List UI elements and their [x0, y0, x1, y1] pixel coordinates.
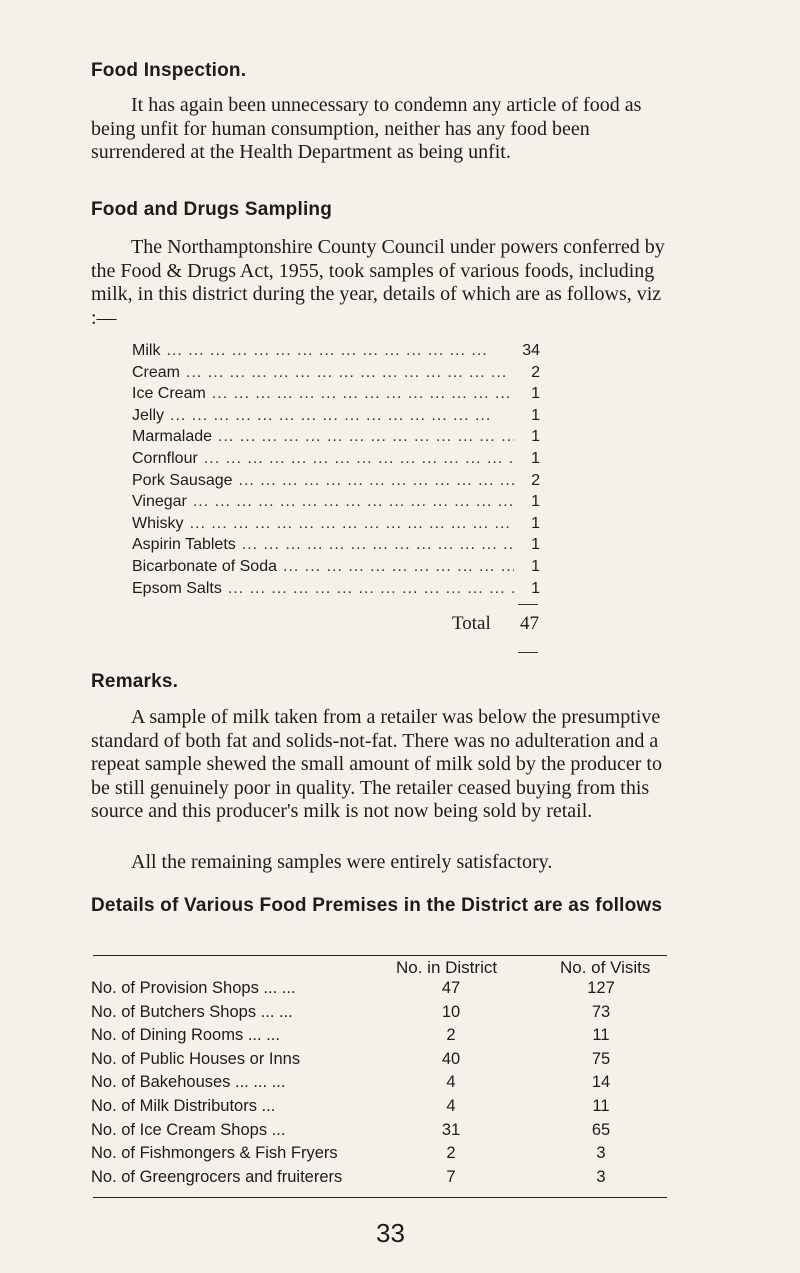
leader-dots — [198, 448, 514, 470]
table-row — [91, 1142, 671, 1166]
sample-item — [132, 383, 540, 405]
sample-count: 1 — [531, 536, 540, 554]
sampling-paragraph — [91, 236, 671, 330]
sample-count: 1 — [531, 428, 540, 446]
leader-dots — [180, 362, 514, 384]
sample-count: 1 — [531, 449, 540, 467]
district-count: 4 — [446, 1097, 456, 1115]
district-count: 2 — [446, 1026, 456, 1045]
visit-count: 3 — [596, 1144, 606, 1163]
sampling-heading: Food and Drugs Sampling — [91, 199, 333, 220]
premises-type: No. of Public Houses or Inns — [91, 1049, 301, 1068]
sample-name: Cornflour — [132, 449, 198, 467]
sample-item — [132, 426, 540, 448]
district-count: 31 — [441, 1120, 461, 1139]
sample-item — [132, 513, 540, 535]
remarks-text-1: A sample of milk taken from a retailer was below the presumptive standard of both fat and solids-not-fat. There was no adulteration and a repeat sample shewed the small amount of milk sold by the producer to be still genuinely poor in quality. The retailer ceased buying from this source and this producer's milk is not now being sold by retail. — [91, 706, 662, 822]
table-row — [91, 1119, 671, 1143]
leader-dots — [233, 470, 514, 492]
remarks-paragraph-1 — [91, 706, 671, 824]
leader-dots — [212, 426, 514, 448]
sample-item — [132, 448, 540, 470]
leader-dots — [206, 383, 514, 405]
sample-count: 1 — [531, 579, 540, 597]
premises-type: No. of Fishmongers & Fish Fryers — [91, 1144, 338, 1163]
sample-item — [132, 578, 540, 600]
sample-list — [132, 340, 540, 599]
table-row — [91, 1071, 671, 1095]
sample-name: Marmalade — [132, 428, 213, 446]
sample-name: Ice Cream — [132, 385, 206, 403]
sample-name: Pork Sausage — [132, 471, 233, 489]
sampling-text: The Northamptonshire County Council under powers conferred by the Food & Drugs Act, 1955, took samples of various foods, including milk, in this district during the year, details of which are as follows, viz :— — [91, 236, 665, 329]
table-rule-top — [93, 955, 667, 956]
table-row — [91, 977, 671, 1001]
premises-type: No. of Dining Rooms ... ... — [91, 1026, 280, 1045]
sample-item — [132, 405, 540, 427]
leader-dots — [236, 534, 514, 556]
sample-count: 1 — [531, 406, 540, 424]
sample-count: 2 — [531, 471, 540, 489]
sample-item — [132, 534, 540, 556]
visit-count: 3 — [596, 1167, 606, 1186]
sample-name: Aspirin Tablets — [132, 536, 236, 554]
sample-item — [132, 556, 540, 578]
premises-type: No. of Butchers Shops ... ... — [91, 1002, 293, 1021]
premises-type: No. of Provision Shops ... ... — [91, 979, 296, 997]
district-count: 40 — [441, 1049, 461, 1068]
sample-name: Milk — [132, 342, 161, 359]
premises-type: No. of Ice Cream Shops ... — [91, 1120, 286, 1139]
visit-count: 14 — [591, 1073, 611, 1092]
leader-dots — [277, 556, 514, 578]
visit-count: 75 — [591, 1049, 611, 1068]
leader-dots — [160, 340, 514, 362]
table-row — [91, 1166, 671, 1190]
sample-item — [132, 362, 540, 384]
visit-count: 11 — [592, 1097, 610, 1115]
remarks-paragraph-2 — [91, 851, 671, 875]
table-row — [91, 1024, 671, 1048]
food-inspection-paragraph — [91, 94, 671, 165]
visit-count: 73 — [591, 1002, 611, 1021]
food-inspection-heading: Food Inspection. — [91, 60, 247, 81]
premises-type: No. of Milk Distributors ... — [91, 1097, 276, 1115]
sample-count: 1 — [531, 557, 540, 575]
sample-count: 1 — [531, 514, 540, 532]
visit-count: 127 — [587, 979, 615, 997]
leader-dots — [187, 491, 514, 513]
table-row — [91, 1095, 671, 1119]
total-label: Total — [452, 613, 491, 634]
premises-heading: Details of Various Food Premises in the District are as follows — [91, 895, 663, 916]
district-count: 10 — [441, 1002, 461, 1021]
table-row — [91, 1001, 671, 1025]
sample-name: Epsom Salts — [132, 579, 222, 597]
total-rule-bottom — [518, 652, 538, 653]
sample-item — [132, 470, 540, 492]
district-count: 2 — [446, 1144, 456, 1163]
sample-count: 1 — [531, 493, 540, 511]
leader-dots — [164, 405, 514, 427]
col-header-district: No. in District — [396, 958, 498, 977]
sample-count: 34 — [522, 342, 540, 359]
district-count: 47 — [441, 979, 461, 997]
sample-name: Whisky — [132, 514, 184, 532]
remarks-text-2: All the remaining samples were entirely satisfactory. — [131, 851, 553, 873]
leader-dots — [222, 578, 514, 600]
col-header-visits: No. of Visits — [560, 958, 651, 977]
sample-count: 1 — [531, 385, 540, 403]
total-rule-top — [518, 604, 538, 605]
district-count: 4 — [446, 1073, 456, 1092]
sample-item — [132, 491, 540, 513]
premises-type: No. of Greengrocers and fruiterers — [91, 1167, 343, 1186]
food-inspection-text: It has again been unnecessary to condemn any article of food as being unfit for human consumption, neither has any food been surrendered at the Health Department as being unfit. — [91, 94, 642, 163]
sample-count: 2 — [531, 363, 540, 381]
sample-name: Jelly — [132, 406, 165, 424]
sample-name: Cream — [132, 363, 181, 381]
table-row — [91, 1048, 671, 1072]
leader-dots — [184, 513, 514, 535]
visit-count: 11 — [592, 1026, 610, 1045]
premises-type: No. of Bakehouses ... ... ... — [91, 1073, 286, 1092]
visit-count: 65 — [591, 1120, 611, 1139]
sample-name: Bicarbonate of Soda — [132, 557, 277, 575]
remarks-heading: Remarks. — [91, 671, 179, 692]
district-count: 7 — [446, 1167, 456, 1186]
table-rule-bottom — [93, 1197, 667, 1198]
sample-name: Vinegar — [132, 493, 187, 511]
sample-item — [132, 340, 540, 362]
page-number: 33 — [376, 1218, 405, 1248]
total-value: 47 — [520, 613, 539, 634]
